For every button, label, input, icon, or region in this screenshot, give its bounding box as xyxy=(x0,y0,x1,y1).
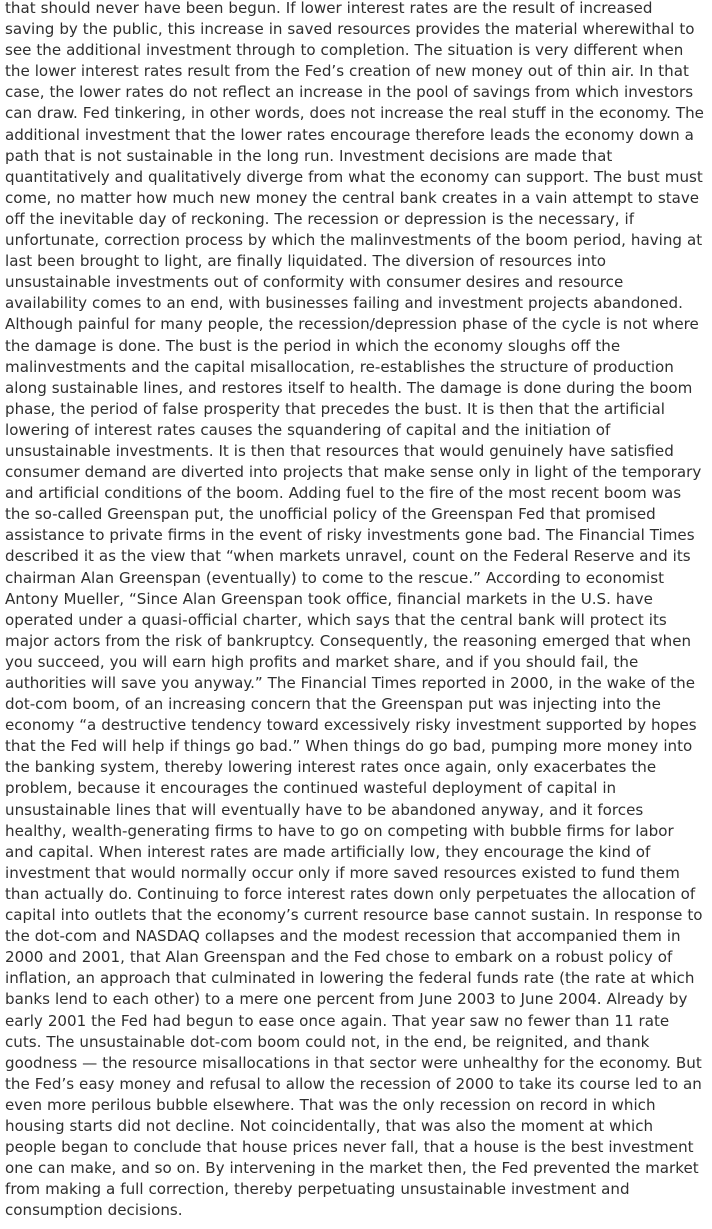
article-paragraph: that should never have been begun. If lower interest rates are the result of increased saving by the public, this increase in saved resources provides the material wherewithal to see the additional investment through to completion. The situation is very different when the lower interest rates result from the Fed’s creation of new money out of thin air. In that case, the lower rates do not reflect an increase in the pool of savings from which investors can draw. Fed tinkering, in other words, does not increase the real stuff in the economy. The additional investment that the lower rates encourage therefore leads the economy down a path that is not sustainable in the long run. Investment decisions are made that quantitatively and qualitatively diverge from what the economy can support. The bust must come, no matter how much new money the central bank creates in a vain attempt to stave off the inevitable day of reckoning. The recession or depression is the necessary, if unfortunate, correction process by which the malinvestments of the boom period, having at last been brought to light, are finally liquidated. The diversion of resources into unsustainable investments out of conformity with consumer desires and resource availability comes to an end, with businesses failing and investment projects abandoned. Although painful for many people, the recession/depression phase of the cycle is not where the damage is done. The bust is the period in which the economy sloughs off the malinvestments and the capital misallocation, re-establishes the structure of production along sustainable lines, and restores itself to health. The damage is done during the boom phase, the period of false prosperity that precedes the bust. It is then that the artificial lowering of interest rates causes the squandering of capital and the initiation of unsustainable investments. It is then that resources that would genuinely have satisfied consumer demand are diverted into projects that make sense only in light of the temporary and artificial conditions of the boom. Adding fuel to the fire of the most recent boom was the so-called Greenspan put, the unofficial policy of the Greenspan Fed that promised assistance to private firms in the event of risky investments gone bad. The Financial Times described it as the view that “when markets unravel, count on the Federal Reserve and its chairman Alan Greenspan (eventually) to come to the rescue.” According to economist Antony Mueller, “Since Alan Greenspan took office, financial markets in the U.S. have operated under a quasi-official charter, which says that the central bank will protect its major actors from the risk of bankruptcy. Consequently, the reasoning emerged that when you succeed, you will earn high profits and market share, and if you should fail, the authorities will save you anyway.” The Financial Times reported in 2000, in the wake of the dot-com boom, of an increasing concern that the Greenspan put was injecting into the economy “a destructive tendency toward excessively risky investment supported by hopes that the Fed will help if things go bad.” When things do go bad, pumping more money into the banking system, thereby lowering interest rates once again, only exacerbates the problem, because it encourages the continued wasteful deployment of capital in unsustainable lines that will eventually have to be abandoned anyway, and it forces healthy, wealth-generating firms to have to go on competing with bubble firms for labor and capital. When interest rates are made artificially low, they encourage the kind of investment that would normally occur only if more saved resources existed to fund them than actually do. Continuing to force interest rates down only perpetuates the allocation of capital into outlets that the economy’s current resource base cannot sustain. In response to the dot-com and NASDAQ collapses and the modest recession that accompanied them in 2000 and 2001, that Alan Greenspan and the Fed chose to embark on a robust policy of inflation, an approach that culminated in lowering the federal funds rate (the rate at which banks lend to each other) to a mere one percent from June 2003 to June 2004. Already by early 2001 the Fed had begun to ease once again. That year saw no fewer than 11 rate cuts. The unsustainable dot-com boom could not, in the end, be reignited, and thank goodness — the resource misallocations in that sector were unhealthy for the economy. But the Fed’s easy money and refusal to allow the recession of 2000 to take its course led to an even more perilous bubble elsewhere. That was the only recession on record in which housing starts did not decline. Not coincidentally, that was also the moment at which people began to conclude that house prices never fall, that a house is the best investment one can make, and so on. By intervening in the market then, the Fed prevented the market from making a full correction, thereby perpetuating unsustainable investment and consumption decisions. xyxy=(5,0,704,1220)
